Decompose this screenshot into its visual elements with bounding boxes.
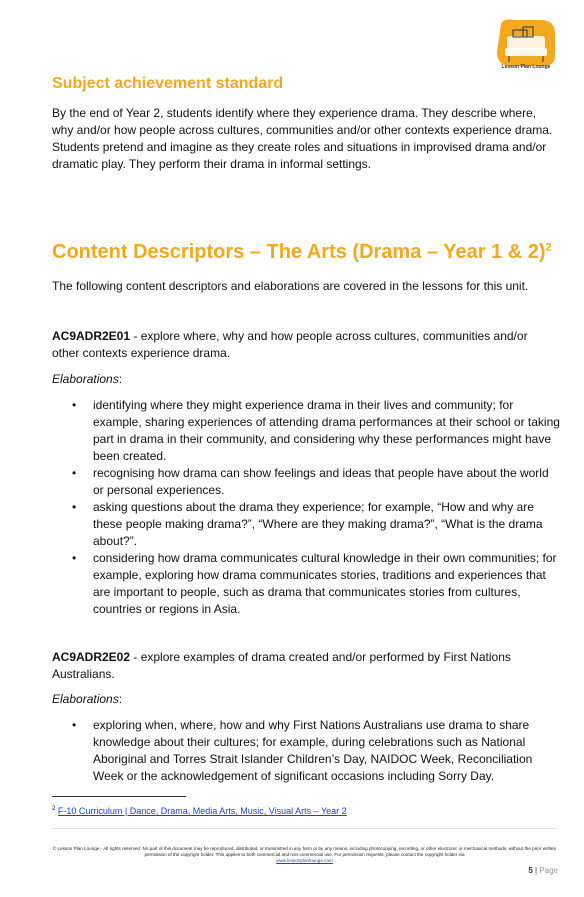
footnote-number: 2: [52, 806, 56, 812]
descriptor-1-code: AC9ADR2E01: [52, 329, 131, 343]
footnote-link[interactable]: F-10 Curriculum | Dance, Drama, Media Arts, Music, Visual Arts – Year 2: [57, 806, 347, 816]
achievement-heading: Subject achievement standard: [52, 75, 284, 92]
page-number-value: 5: [528, 866, 533, 875]
content-heading-text: Content Descriptors – The Arts (Drama – Year 1 & 2): [52, 241, 546, 263]
achievement-body: By the end of Year 2, students identify where they experience drama. They describe where, why and/or how people across cultures, communities and/or other contexts experience drama. Students pretend and imagine as they create roles and situations in improvised drama and/or dramatic play. They perform their drama in informal settings.: [52, 106, 553, 171]
content-heading: [52, 241, 552, 264]
list-item-text: exploring when, where, how and why First Nations Australians use drama to share knowledge about their cultures; for example, during celebrations such as National Aboriginal and Torres Strait Islander Children’s Day, NAIDOC Week, Reconciliation Week or the acknowledgement of significant occasions including Sorry Day.: [93, 718, 533, 783]
lesson-plan-lounge-logo: [493, 18, 559, 70]
footer-divider: [52, 828, 557, 829]
list-item: [52, 550, 562, 618]
elaborations-colon: :: [118, 372, 123, 386]
page-number: [528, 866, 558, 875]
page-word: Page: [539, 866, 558, 875]
list-item-text: asking questions about the drama they experience; for example, “How and why are these people making drama?”, “Where are they making drama?”, “What is the drama about?”.: [93, 500, 543, 548]
elaborations-colon: :: [118, 692, 123, 706]
list-item: [52, 717, 562, 785]
website-link[interactable]: www.lessonplanlounge.com: [276, 858, 333, 863]
descriptor-2-code: AC9ADR2E02: [52, 650, 131, 664]
list-item: [52, 465, 562, 499]
elaborations-list-1: [52, 397, 562, 618]
list-item-text: recognising how drama can show feelings and ideas that people have about the world or personal experiences.: [93, 466, 549, 497]
bullet-icon: •: [72, 466, 77, 480]
copyright-text: © Lesson Plan Lounge - All rights reserved. No part of this document may be reproduced, distributed, or transmitted in any form or by any means, including photocopying, recording, or other electronic or mechanical methods, without the prior written permission of the copyright holder. This applies to both commercial and non-commercial use. For permission requests, please contact the copyright holder via: [52, 846, 557, 857]
elaborations-label-text: Elaborations: [52, 372, 119, 386]
footnote-divider: [52, 796, 186, 797]
elaborations-label-1: [52, 372, 122, 386]
content-heading-footnote-ref: 2: [545, 241, 552, 254]
elaborations-label-text: Elaborations: [52, 692, 119, 706]
descriptor-2-text: - explore examples of drama created and/or performed by First Nations Australians.: [52, 650, 511, 681]
list-item: [52, 397, 562, 465]
descriptor-1-text: - explore where, why and how people across cultures, communities and/or other contexts experience drama.: [52, 329, 528, 360]
bullet-icon: •: [72, 398, 77, 412]
list-item-text: identifying where they might experience drama in their lives and community; for example, sharing experiences of attending drama performances at their school or taking part in drama in their community, and considering why these performances might have been created.: [93, 398, 560, 463]
elaborations-list-2: [52, 717, 562, 785]
content-intro: The following content descriptors and elaborations are covered in the lessons for this unit.: [52, 279, 529, 293]
list-item-text: considering how drama communicates cultural knowledge in their own communities; for example, exploring how drama communicates stories, traditions and experiences that are important to people, such as drama that communicates stories from cultures, countries or regions in Asia.: [93, 551, 557, 616]
elaborations-label-2: [52, 692, 122, 706]
logo-text: Lesson Plan Lounge: [501, 64, 551, 70]
bullet-icon: •: [72, 718, 77, 732]
descriptor-1: [52, 328, 557, 362]
bullet-icon: •: [72, 500, 77, 514]
list-item: [52, 499, 562, 550]
page-separator: |: [532, 866, 540, 875]
descriptor-2: [52, 649, 557, 683]
footnote: [52, 806, 347, 816]
copyright-notice: [52, 846, 557, 864]
bullet-icon: •: [72, 551, 77, 565]
